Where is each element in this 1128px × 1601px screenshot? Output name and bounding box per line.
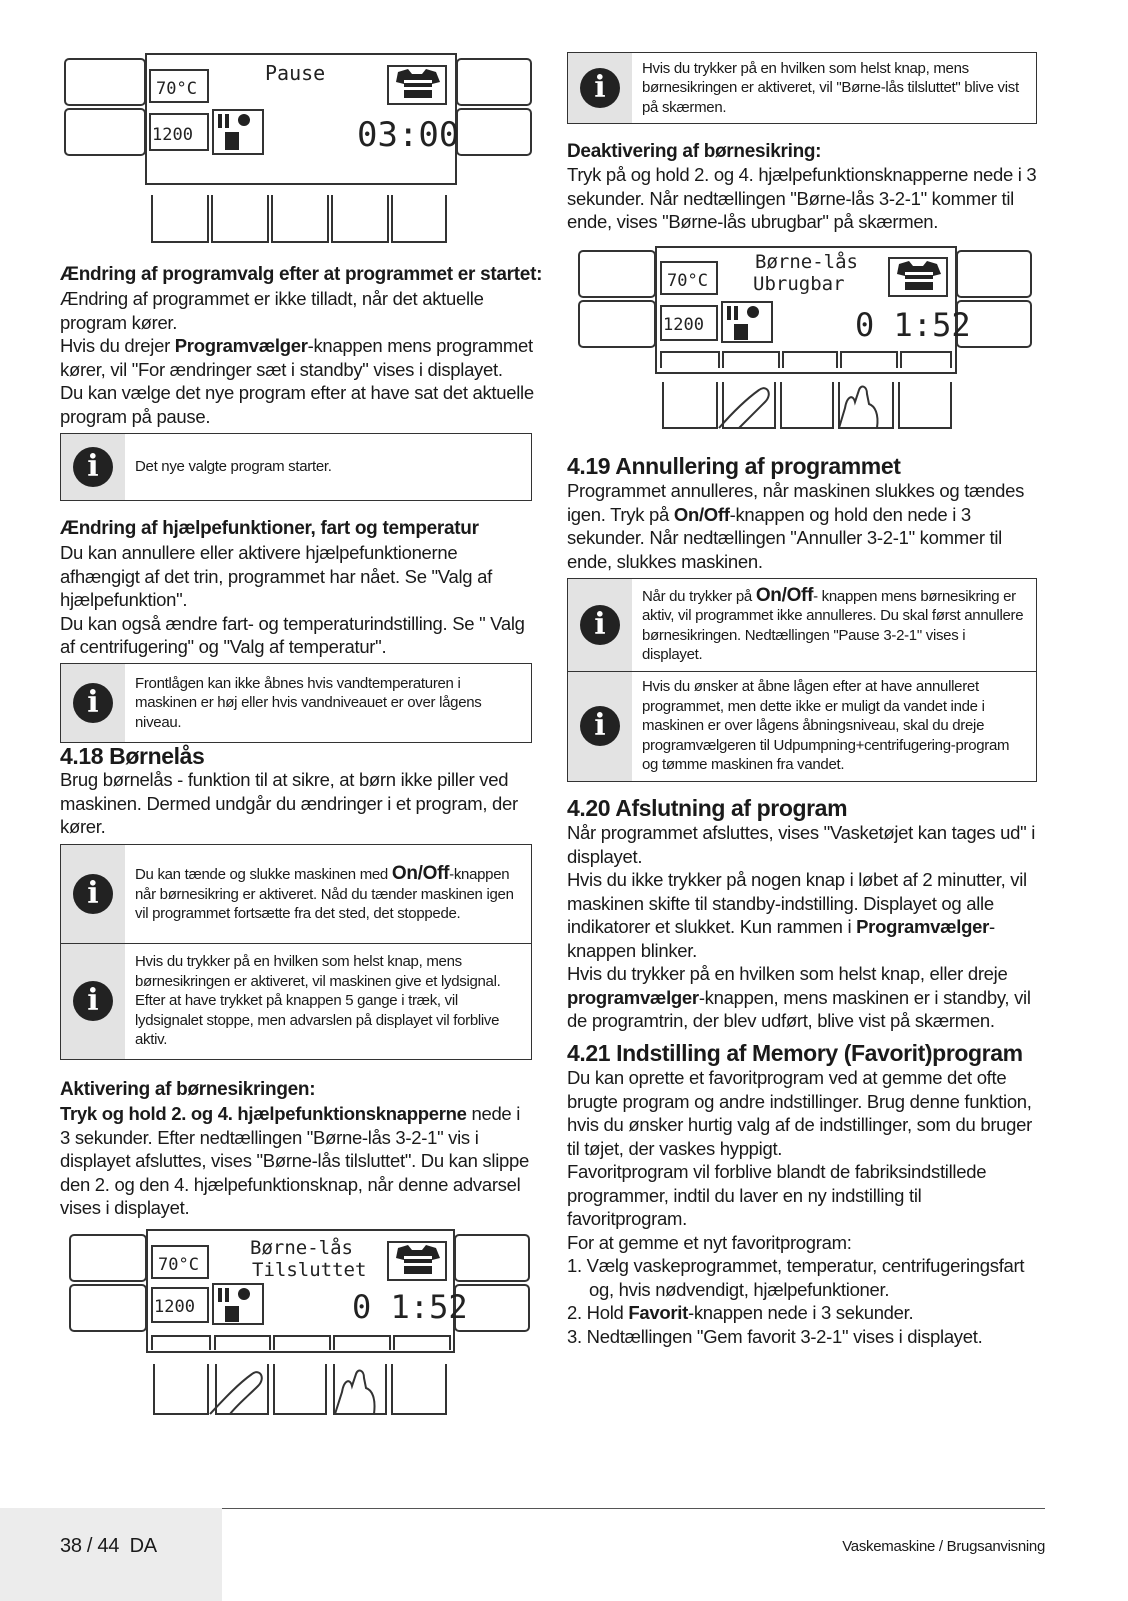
end-program-paragraph-2: Hvis du ikke trykker på nogen knap i løbet af 2 minutter, vil maskinen skifte til standby-indstilling. Displayet og alle indikatorer et slukket. Kun rammen i Programvælger-knappen blinker.: [567, 869, 1027, 961]
end-program-heading: 4.20 Afslutning af program: [567, 795, 848, 821]
unlock-status-line-1: Børne-lås: [755, 251, 858, 273]
aux-function-icon: [218, 114, 250, 150]
deactivate-child-lock-heading: Deaktivering af børnesikring:: [567, 141, 822, 162]
info-icon: i: [580, 605, 620, 645]
locked-temp-readout: 70°C: [158, 1255, 199, 1275]
info-note-child-lock-display: [567, 52, 1037, 124]
display-diagram-child-lock-on: [60, 1228, 535, 1423]
change-aux-heading: Ændring af hjælpefunktioner, fart og temperatur: [60, 518, 479, 539]
pause-temp-readout: 70°C: [156, 79, 197, 99]
info-note-front-door: [60, 663, 532, 743]
note-text-on-off: Du kan tænde og slukke maskinen med On/Off-knappen når børnesikring er aktiveret. Nåd du tænder maskinen igen vil programmet fortsætte fra det sted, det stoppede.: [135, 863, 514, 923]
unlock-temp-readout: 70°C: [667, 271, 708, 291]
memory-paragraph-2: Favoritprogram vil forblive blandt de fabriksindstillede programmer, indtil du laver en ny indstilling til favoritprogram.: [567, 1161, 987, 1229]
unlock-spin-readout: 1200: [663, 315, 704, 335]
aux-function-icon: [218, 1288, 250, 1322]
info-icon: i: [73, 683, 113, 723]
locked-time-readout: 0 1:52: [352, 1288, 468, 1326]
unlock-time-readout: 0 1:52: [855, 306, 971, 344]
note-text-sound-signal: Hvis du trykker på en hvilken som helst knap, mens børnesikringen er aktiveret, vil maskinen give et lydsignal. Efter at have trykket på knappen 5 gange i træk, vil lydsignalet stoppe, men advarslen på displayet vil forblive aktiv.: [135, 953, 501, 1049]
page-footer: [0, 1508, 1128, 1601]
info-note-cancel: [567, 578, 1037, 782]
memory-program-heading: 4.21 Indstilling af Memory (Favorit)program: [567, 1040, 1023, 1066]
note-text-on-off-cancel: Når du trykker på On/Off- knappen mens børnesikring er aktiv, vil programmet ikke annulleres. Du skal først annullere børnesikringen. Nedtællingen "Pause 3-2-1" vises i displayet.: [642, 584, 1024, 663]
memory-step-2: 2. Hold Favorit-knappen nede i 3 sekunder.: [567, 1302, 914, 1323]
end-program-paragraph-1: Når programmet afsluttes, vises "Vasketøjet kan tages ud" i displayet.: [567, 822, 1036, 867]
memory-step-1: 1. Vælg vaskeprogrammet, temperatur, centrifugeringsfart og, hvis nødvendigt, hjælpefunktioner.: [567, 1255, 1025, 1300]
info-icon: i: [73, 447, 113, 487]
info-note-new-program: [60, 433, 532, 501]
memory-paragraph-3: For at gemme et nyt favoritprogram:: [567, 1231, 852, 1253]
change-aux-paragraph-1: Du kan annullere eller aktivere hjælpefunktionerne afhængigt af det trin, programmet har nået. Se "Valg af hjælpefunktion".: [60, 542, 492, 610]
change-program-heading: Ændring af programvalg efter at programmet er startet:: [60, 264, 543, 285]
activate-child-lock-heading: Aktivering af børnesikringen:: [60, 1079, 316, 1100]
cancel-program-heading: 4.19 Annullering af programmet: [567, 453, 901, 479]
footer-divider: [222, 1508, 1045, 1509]
cancel-program-paragraph: Programmet annulleres, når maskinen slukkes og tændes igen. Tryk på On/Off-knappen og hold den nede i 3 sekunder. Når nedtællingen "Annuller 3-2-1" kommer til ende, slukkes maskinen.: [567, 480, 1025, 572]
display-diagram-child-lock-off: [575, 242, 1045, 437]
unlock-status-line-2: Ubrugbar: [753, 273, 845, 295]
pause-status-text: Pause: [265, 61, 326, 85]
info-icon: i: [580, 706, 620, 746]
page-number: 38 / 44 DA: [60, 1535, 157, 1557]
pause-spin-readout: 1200: [152, 125, 193, 145]
note-text: Det nye valgte program starter.: [135, 458, 332, 476]
change-program-paragraph-2: Hvis du drejer Programvælger-knappen mens programmet kører, vil "For ændringer sæt i standby" vises i displayet.: [60, 335, 533, 380]
info-icon: i: [580, 68, 620, 108]
info-icon: i: [73, 981, 113, 1021]
child-lock-heading: 4.18 Børnelås: [60, 743, 205, 769]
pause-time-readout: 03:00: [357, 115, 460, 155]
locked-spin-readout: 1200: [154, 1297, 195, 1317]
footer-title: Vaskemaskine / Brugsanvisning: [842, 1538, 1045, 1555]
info-icon: i: [73, 874, 113, 914]
change-program-paragraph-3: Du kan vælge det nye program efter at have sat det aktuelle program på pause.: [60, 382, 534, 427]
end-program-paragraph-3: Hvis du trykker på en hvilken som helst knap, eller dreje programvælger-knappen, mens maskinen er i standby, vil de programtrin, der blev udført, blive vist på skærmen.: [567, 963, 1031, 1031]
note-text: Hvis du trykker på en hvilken som helst knap, mens børnesikringen er aktiveret, vil "Børne-lås tilsluttet" blive vist på skærmen.: [642, 59, 1019, 116]
aux-function-icon: [727, 306, 759, 340]
memory-paragraph-1: Du kan oprette et favoritprogram ved at gemme det ofte brugte program og andre indstillinger. Brug denne funktion, hvis du ønsker hurtig valg af de indstillinger, som du bruger til tøjet, der vaskes hyppigt.: [567, 1067, 1033, 1159]
shirt-icon: [396, 69, 440, 98]
note-text-open-door: Hvis du ønsker at åbne lågen efter at have annulleret programmet, men dette ikke er muligt da vandet inde i maskinen er over lågens åbningsniveau, skal du dreje programvælgeren til Udpumpning+centrifugering-program og tømme maskinen fra vandet.: [642, 678, 1010, 774]
activate-child-lock-paragraph: Tryk og hold 2. og 4. hjælpefunktionsknapperne nede i 3 sekunder. Efter nedtællingen "Børne-lås 3-2-1" vis i displayet afsluttes, vises "Børne-lås tilsluttet". Du kan slippe den 2. og den 4. hjælpefunktionsknap, når denne advarsel vises i displayet.: [60, 1103, 529, 1218]
change-aux-paragraph-2: Du kan også ændre fart- og temperaturindstilling. Se " Valg af centrifugering" og "Valg af temperatur".: [60, 612, 525, 657]
memory-step-3: 3. Nedtællingen "Gem favorit 3-2-1" vises i displayet.: [567, 1325, 983, 1347]
shirt-icon: [897, 261, 941, 290]
change-program-paragraph-1: Ændring af programmet er ikke tilladt, når det aktuelle program kører.: [60, 288, 484, 333]
note-text: Frontlågen kan ikke åbnes hvis vandtemperaturen i maskinen er høj eller hvis vandniveauet er over lågens niveau.: [135, 674, 482, 731]
shirt-icon: [396, 1245, 440, 1274]
child-lock-paragraph: Brug børnelås - funktion til at sikre, at børn ikke piller ved maskinen. Dermed undgår du ændringer i et program, der kører.: [60, 769, 518, 837]
locked-status-line-1: Børne-lås: [250, 1237, 353, 1259]
locked-status-line-2: Tilsluttet: [252, 1259, 367, 1281]
display-diagram-pause: [60, 52, 535, 248]
deactivate-child-lock-paragraph: Tryk på og hold 2. og 4. hjælpefunktionsknapperne nede i 3 sekunder. Når nedtællingen "Børne-lås 3-2-1" kommer til ende, vises "Børne-lås ubrugbar" på skærmen.: [567, 164, 1037, 232]
info-note-child-lock: [60, 844, 532, 1060]
